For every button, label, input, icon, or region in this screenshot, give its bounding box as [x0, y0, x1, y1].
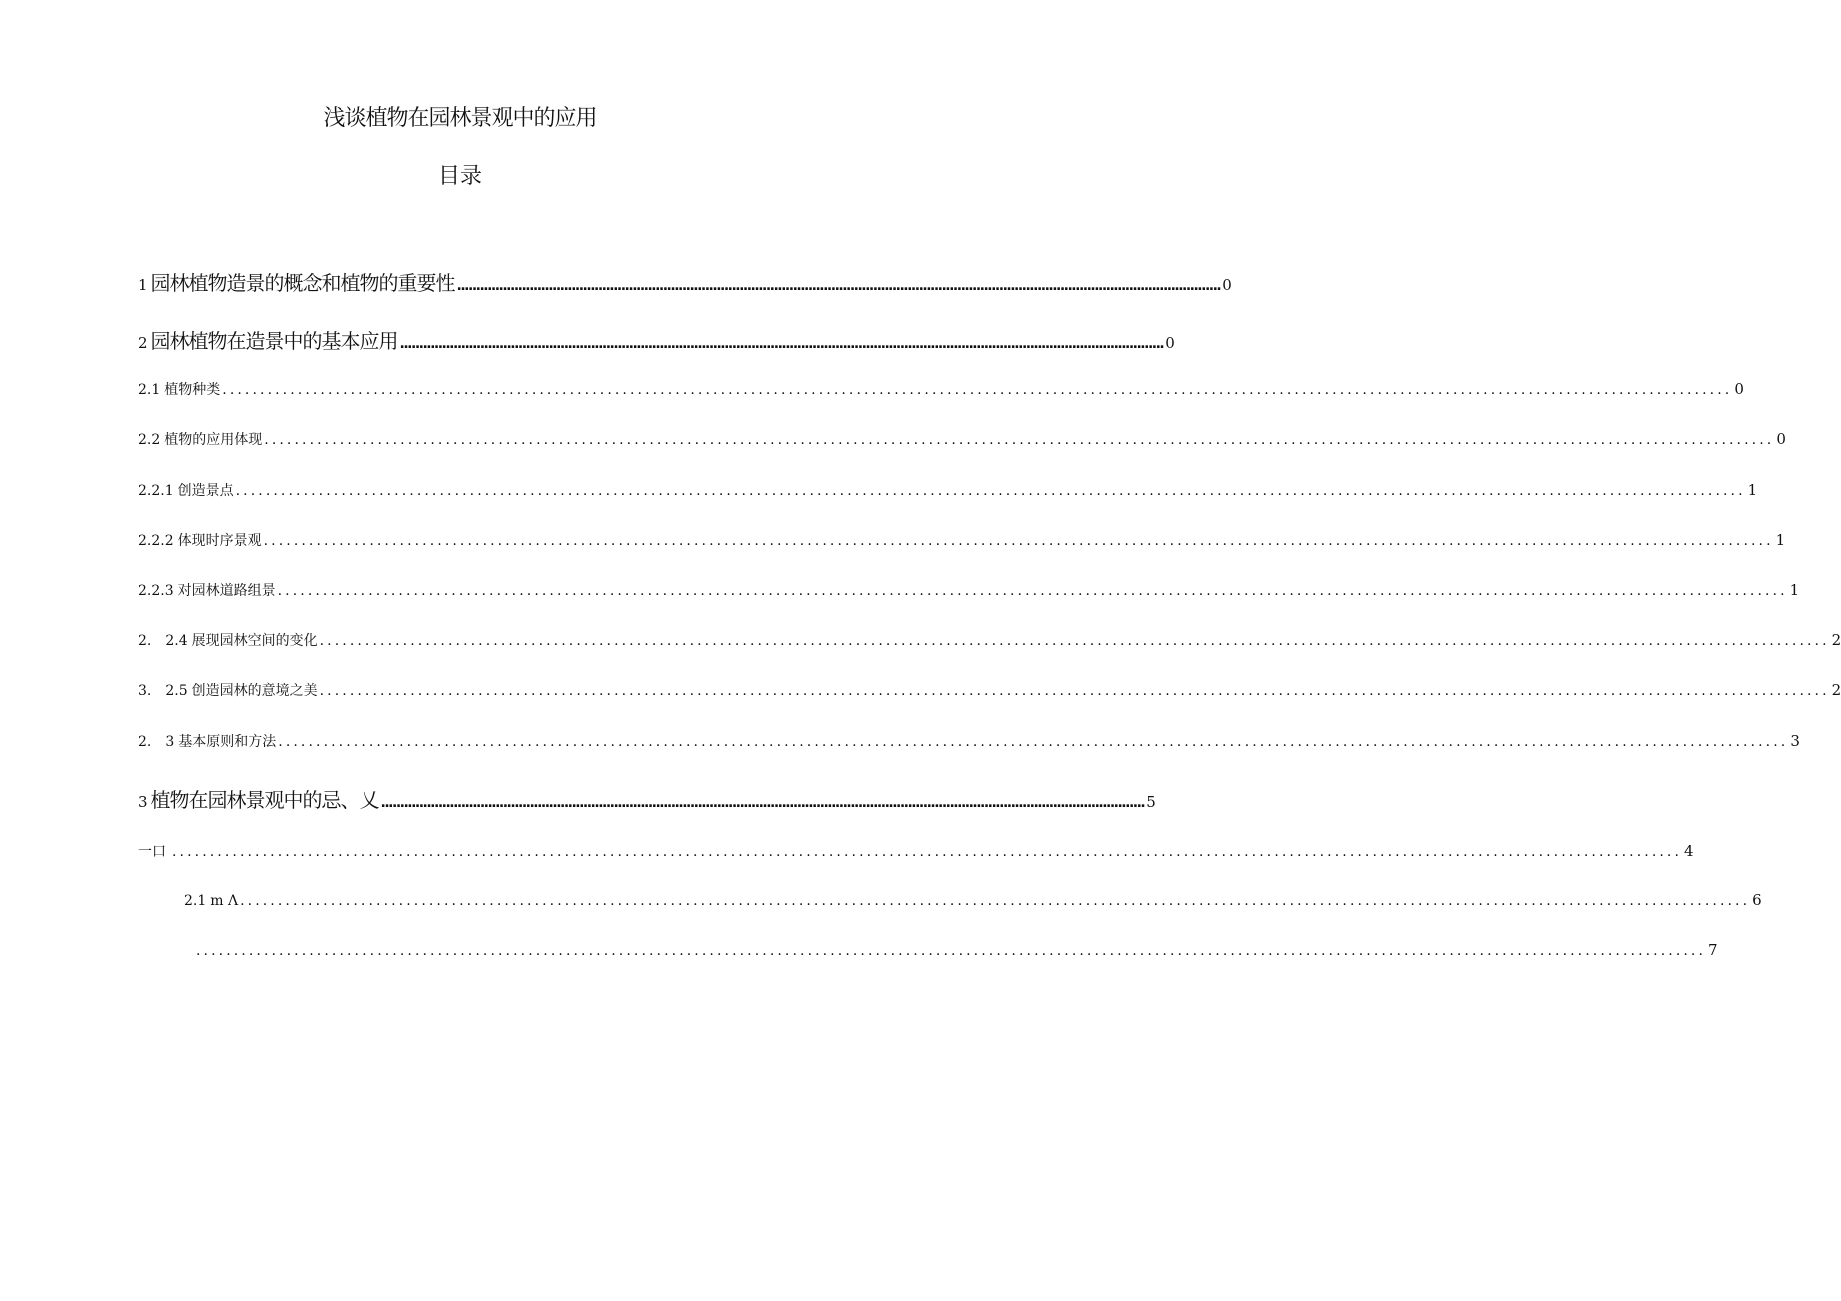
toc-entry-page: 2: [1831, 631, 1841, 649]
toc-dot-leader: ........................................................................................................................................................................................................: [172, 844, 1683, 860]
toc-entry-page: 1: [1747, 481, 1758, 499]
toc-entry-label: 对园林道路组景: [177, 583, 276, 599]
toc-entry-label: m Λ: [210, 893, 239, 909]
toc-entry-label: 园林植物在造景中的基本应用: [150, 329, 398, 353]
toc-entry-number: 2.2.3: [138, 583, 174, 599]
toc-entry[interactable]: [190, 941, 1718, 959]
toc-entry-number: 2.1: [184, 893, 207, 909]
toc-entry-label: 植物在园林景观中的忌、乂: [150, 788, 379, 812]
toc-entry-number: 2.2.1: [138, 483, 174, 499]
toc-entry-number: 2.2.2: [138, 533, 174, 549]
toc-entry-page: 0: [1776, 430, 1786, 448]
toc-dot-leader: ........................................................................................................................................................................................................: [264, 432, 1775, 448]
toc-entry-number: 1: [138, 276, 148, 294]
toc-entry[interactable]: [138, 680, 1841, 700]
toc-entry-number: 2.1: [138, 382, 161, 398]
toc-dot-leader: ........................................................................................................................................................................................................: [380, 795, 1145, 811]
toc-entry-page: 5: [1146, 793, 1156, 811]
toc-heading: 目录: [437, 164, 482, 189]
toc-entry[interactable]: [138, 784, 1156, 813]
toc-entry[interactable]: [138, 841, 1694, 861]
toc-entry[interactable]: [138, 731, 1800, 751]
toc-entry-label: 体现时序景观: [177, 533, 262, 549]
toc-entry[interactable]: [138, 379, 1744, 399]
toc-dot-leader: ........................................................................................................................................................................................................: [319, 683, 1830, 699]
toc-entry-page: 6: [1752, 891, 1762, 909]
toc-entry-label: 创造景点: [177, 483, 234, 499]
toc-entry-page: 4: [1684, 842, 1694, 860]
toc-entry[interactable]: [138, 325, 1175, 354]
toc-dot-leader: ........................................................................................................................................................................................................: [263, 533, 1774, 549]
toc-entry-number: 2. 2.4: [138, 633, 188, 649]
toc-dot-leader: ........................................................................................................................................................................................................: [240, 893, 1751, 909]
toc-entry-page: 2: [1831, 681, 1841, 699]
toc-entry-number: 2. 3: [138, 734, 175, 750]
toc-entry[interactable]: [138, 429, 1786, 449]
toc-entry-label: 创造园林的意境之美: [191, 683, 318, 699]
toc-dot-leader: ........................................................................................................................................................................................................: [456, 278, 1221, 294]
document-title: 浅谈植物在园林景观中的应用: [323, 106, 597, 131]
toc-entry[interactable]: [138, 630, 1841, 650]
toc-dot-leader: ........................................................................................................................................................................................................: [222, 382, 1733, 398]
toc-entry-label: 展现园林空间的变化: [191, 633, 318, 649]
toc-entry-number: 一口: [138, 844, 166, 860]
toc-entry-page: 3: [1790, 732, 1800, 750]
toc-entry-page: 1: [1775, 531, 1786, 549]
toc-entry-label: 植物的应用体现: [164, 432, 263, 448]
toc-entry-page: 0: [1734, 380, 1744, 398]
toc-entry-label: 基本原则和方法: [178, 734, 277, 750]
toc-entry[interactable]: [138, 530, 1786, 550]
toc-dot-leader: ........................................................................................................................................................................................................: [196, 943, 1707, 959]
toc-entry[interactable]: [138, 580, 1800, 600]
toc-dot-leader: ........................................................................................................................................................................................................: [235, 483, 1746, 499]
toc-entry-number: 3: [138, 793, 148, 811]
toc-dot-leader: ........................................................................................................................................................................................................: [399, 336, 1164, 352]
toc-entry-number: 3. 2.5: [138, 683, 188, 699]
toc-entry-page: 0: [1222, 276, 1232, 294]
toc-entry-page: 1: [1789, 581, 1800, 599]
toc-entry-number: 2.2: [138, 432, 161, 448]
toc-entry[interactable]: [138, 480, 1758, 500]
toc-entry[interactable]: [184, 891, 1762, 909]
toc-entry-page: 0: [1165, 334, 1175, 352]
toc-dot-leader: ........................................................................................................................................................................................................: [319, 633, 1830, 649]
toc-entry[interactable]: [138, 267, 1232, 296]
toc-entry-label: 植物种类: [164, 382, 221, 398]
toc-dot-leader: ........................................................................................................................................................................................................: [277, 583, 1788, 599]
toc-entry-page: 7: [1708, 941, 1718, 959]
toc-dot-leader: ........................................................................................................................................................................................................: [278, 734, 1789, 750]
toc-entry-number: 2: [138, 334, 148, 352]
toc-entry-label: 园林植物造景的概念和植物的重要性: [150, 271, 455, 295]
